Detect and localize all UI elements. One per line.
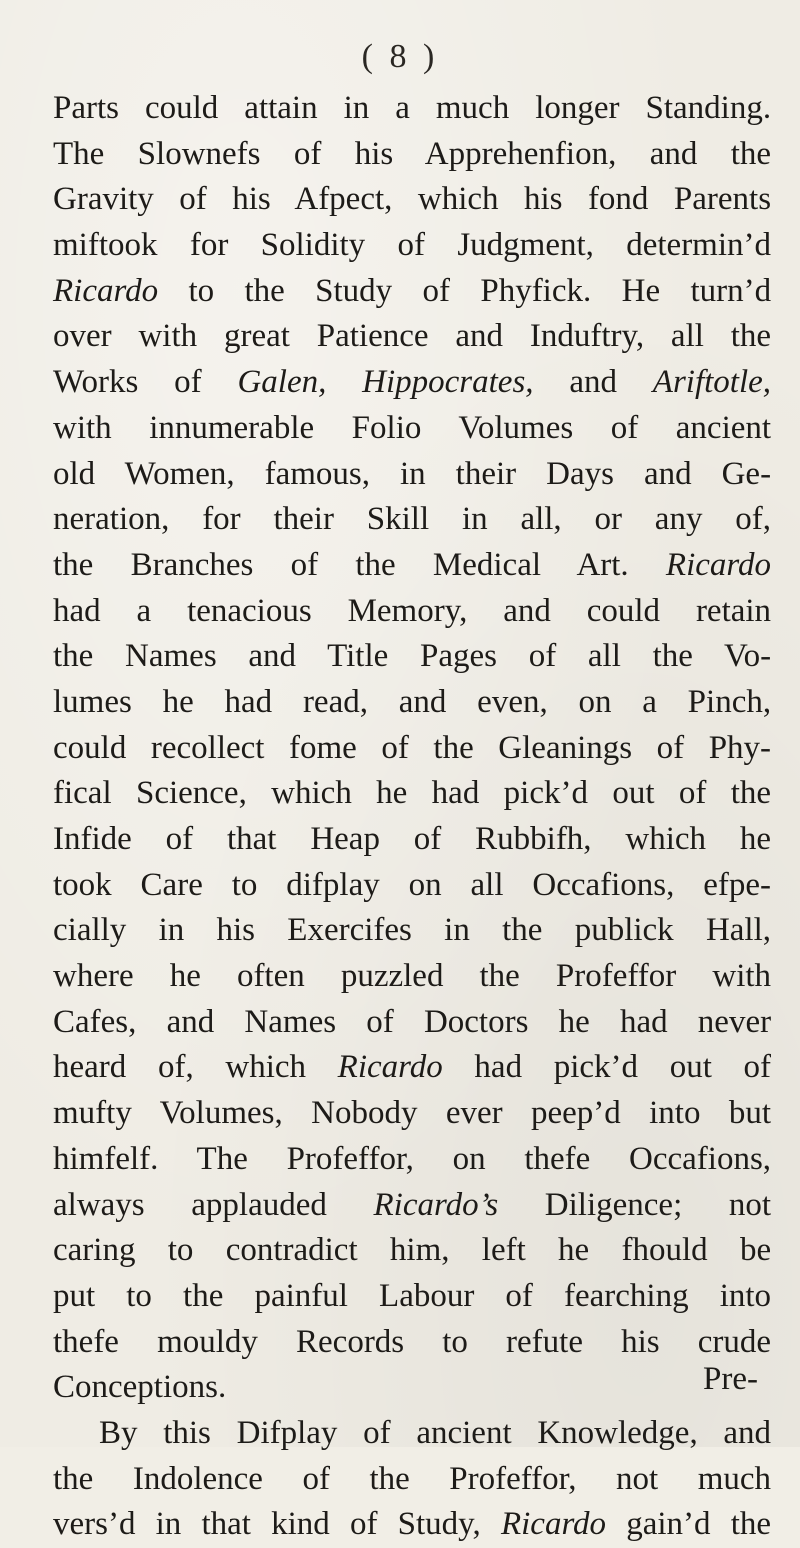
catchword: Pre- <box>703 1361 758 1397</box>
text-line: Conceptions. <box>53 1369 227 1406</box>
page-number: ( 8 ) <box>361 38 439 75</box>
text-line: had a tenacious Memory, and could retain <box>53 592 772 629</box>
text-line: By this Difplay of ancient Knowledge, and <box>99 1414 772 1451</box>
text-line: Ricardo to the Study of Phyfick. He turn’d <box>53 272 772 309</box>
text-line: could recollect fome of the Gleanings of Phy- <box>53 729 772 766</box>
text-line: Parts could attain in a much longer Standing. <box>53 90 772 126</box>
text-line: old Women, famous, in their Days and Ge- <box>53 455 772 492</box>
text-line: neration, for their Skill in all, or any of, <box>53 501 772 538</box>
body-text <box>53 86 771 1548</box>
text-line: the Names and Title Pages of all the Vo- <box>53 638 772 675</box>
text-line: Works of Galen, Hippocrates, and Ariftotle, <box>53 364 772 401</box>
text-line: over with great Patience and Induftry, all the <box>53 318 772 355</box>
text-line: thefe mouldy Records to refute his crude <box>53 1323 772 1360</box>
text-line: vers’d in that kind of Study, Ricardo gain’d the <box>53 1506 772 1543</box>
text-line: The Slownefs of his Apprehenfion, and the <box>53 135 772 172</box>
text-line: fical Science, which he had pick’d out of the <box>53 775 772 812</box>
text-line: Gravity of his Afpect, which his fond Parents <box>53 181 772 218</box>
text-line: Cafes, and Names of Doctors he had never <box>53 1003 772 1040</box>
text-line: took Care to difplay on all Occafions, efpe- <box>53 866 772 903</box>
text-line: always applauded Ricardo’s Diligence; not <box>53 1186 772 1223</box>
text-line: put to the painful Labour of fearching into <box>53 1277 772 1314</box>
text-line: heard of, which Ricardo had pick’d out of <box>53 1049 772 1086</box>
text-line: cially in his Exercifes in the publick Hall, <box>53 912 772 949</box>
text-line: the Indolence of the Profeffor, not much <box>53 1460 772 1497</box>
text-line: the Branches of the Medical Art. Ricardo <box>53 546 772 583</box>
text-line: miftook for Solidity of Judgment, determin’d <box>53 227 772 264</box>
text-line: lumes he had read, and even, on a Pinch, <box>53 683 772 720</box>
text-line: caring to contradict him, left he fhould be <box>53 1232 772 1269</box>
text-line: with innumerable Folio Volumes of ancient <box>53 409 772 446</box>
text-line: mufty Volumes, Nobody ever peep’d into but <box>53 1095 771 1132</box>
text-line: where he often puzzled the Profeffor with <box>53 958 772 995</box>
text-line: himfelf. The Profeffor, on thefe Occafions, <box>53 1140 772 1177</box>
text-line: Infide of that Heap of Rubbifh, which he <box>53 821 772 857</box>
